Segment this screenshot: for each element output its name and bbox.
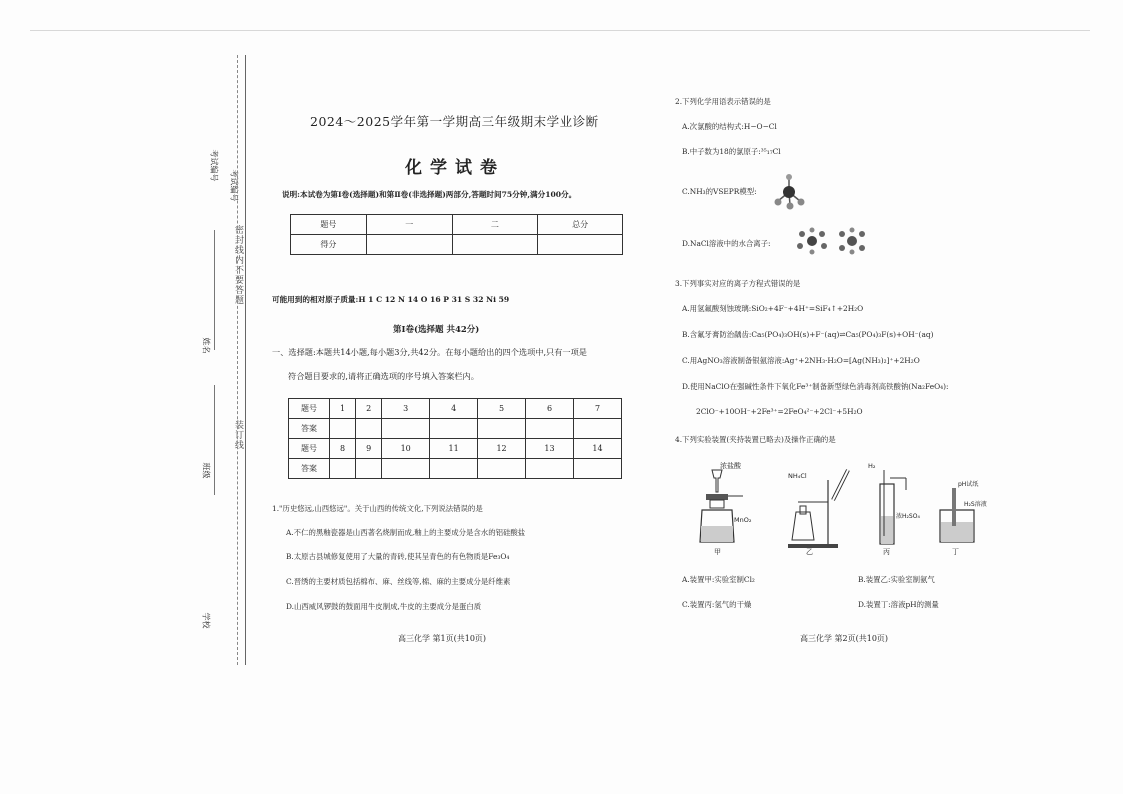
answer-table-num: 8 (330, 439, 356, 459)
answer-table-num: 7 (573, 399, 621, 419)
answer-table-num: 4 (430, 399, 478, 419)
q2-option-a: A.次氯酸的结构式:H−O−Cl (682, 122, 777, 131)
apparatus-yi (788, 470, 848, 556)
score-table-cell: 题号 (291, 215, 367, 235)
answer-table-num: 3 (382, 399, 430, 419)
section1-title: 第Ⅰ卷(选择题 共42分) (393, 325, 480, 335)
q3-stem: 3.下列事实对应的离子方程式错误的是 (675, 279, 801, 288)
answer-cell[interactable] (382, 459, 430, 479)
q1-option-b: B.太原古县城修复使用了大量的青砖,使其呈青色的有色物质是Fe₃O₄ (286, 552, 510, 561)
section1-instructions-line1: 一、选择题:本题共14小题,每小题3分,共42分。在每小题给出的四个选项中,只有一项是 (272, 347, 587, 357)
answer-table-row (289, 419, 622, 439)
reagent-label: 浓H₂SO₄ (896, 513, 920, 520)
margin-fill-line-2 (214, 385, 215, 495)
answer-table-num: 14 (573, 439, 621, 459)
answer-cell[interactable] (430, 459, 478, 479)
q1-option-a: A.不仁的黑釉瓷器是山西著名烧制而成,釉上的主要成分是含水的铝硅酸盐 (286, 528, 526, 537)
exam-instructions-note: 说明:本试卷为第Ⅰ卷(选择题)和第Ⅱ卷(非选择题)两部分,答题时间75分钟,满分100分。 (282, 190, 577, 199)
score-table-cell: 得分 (291, 235, 367, 255)
q2-stem: 2.下列化学用语表示错误的是 (675, 97, 771, 106)
q3-option-b: B.含氟牙膏防治龋齿:Ca₅(PO₄)₃OH(s)+F⁻(aq)⇌Ca₅(PO₄)₃F(s)+OH⁻(aq) (682, 330, 934, 339)
section1-instructions-line2: 符合题目要求的,请将正确选项的序号填入答案栏内。 (288, 371, 479, 381)
apparatus-label-ding: 丁 (952, 548, 959, 556)
apparatus-label-yi: 乙 (806, 548, 813, 556)
margin-dashed-text-2: 装订线 (233, 420, 243, 450)
answer-table (288, 398, 622, 479)
q2-option-c: C.NH₃的VSEPR模型: (682, 187, 757, 196)
q2-option-d: D.NaCl溶液中的水合离子: (682, 239, 771, 248)
reagent-label: NH₄Cl (788, 472, 807, 480)
page1-footer: 高三化学 第1页(共10页) (398, 634, 487, 643)
q4-option-a: A.装置甲:实验室制Cl₂ (682, 575, 755, 584)
score-input-cell[interactable] (538, 235, 623, 255)
apparatus-bing (868, 462, 920, 556)
binding-dashed-line (237, 55, 238, 665)
answer-cell[interactable] (526, 419, 574, 439)
apparatus-label-bing: 丙 (883, 548, 890, 556)
q3-option-d-line1: D.使用NaClO在强碱性条件下氧化Fe³⁺制备新型绿色消毒剂高铁酸钠(Na₂FeO₄): (682, 382, 949, 391)
q4-stem: 4.下列实验装置(夹持装置已略去)及操作正确的是 (675, 435, 836, 444)
answer-table-label: 题号 (289, 439, 330, 459)
q4-option-b: B.装置乙:实验室制氨气 (858, 575, 935, 584)
answer-cell[interactable] (356, 419, 382, 439)
reagent-label: 浓盐酸 (720, 462, 741, 470)
answer-table-num: 6 (526, 399, 574, 419)
q4-option-c: C.装置丙:氢气的干燥 (682, 600, 752, 609)
score-table-header-row (291, 215, 623, 235)
answer-cell[interactable] (526, 459, 574, 479)
score-table-score-row (291, 235, 623, 255)
margin-label-exam-number-left: 考试编号 (209, 149, 219, 182)
score-input-cell[interactable] (452, 235, 538, 255)
q1-option-d: D.山西威风锣鼓的鼓面用牛皮制成,牛皮的主要成分是蛋白质 (286, 602, 482, 611)
margin-label-school: 学校 (201, 612, 211, 629)
answer-cell[interactable] (573, 459, 621, 479)
reagent-label: pH试纸 (958, 481, 979, 488)
margin-label-exam-number: 考试编号 (229, 169, 239, 202)
q4-apparatus-figure (688, 456, 1008, 560)
answer-table-num: 9 (356, 439, 382, 459)
score-table-cell: 一 (366, 215, 452, 235)
page2-footer: 高三化学 第2页(共10页) (800, 634, 889, 643)
apparatus-ding (940, 480, 987, 556)
answer-table-num: 11 (430, 439, 478, 459)
q3-option-d-line2: 2ClO⁻+10OH⁻+2Fe³⁺=2FeO₄²⁻+2Cl⁻+5H₂O (696, 407, 863, 416)
exam-title: 2024～2025学年第一学期高三年级期末学业诊断 (310, 114, 599, 129)
q1-stem: 1."历史悠远,山西悠远"。关于山西的传统文化,下列说法错误的是 (272, 504, 483, 513)
answer-table-num: 10 (382, 439, 430, 459)
answer-table-num: 2 (356, 399, 382, 419)
answer-table-label: 答案 (289, 459, 330, 479)
score-table-cell: 总分 (538, 215, 623, 235)
answer-table-label: 题号 (289, 399, 330, 419)
answer-cell[interactable] (478, 459, 526, 479)
margin-dashed-text-1: 密封线内不要答题 (233, 225, 243, 305)
answer-cell[interactable] (382, 419, 430, 439)
margin-label-name: 姓名 (201, 337, 211, 354)
answer-table-num: 1 (330, 399, 356, 419)
score-table (290, 214, 623, 255)
answer-cell[interactable] (330, 459, 356, 479)
answer-cell[interactable] (573, 419, 621, 439)
answer-cell[interactable] (478, 419, 526, 439)
top-border-line (30, 30, 1090, 31)
margin-label-class: 班级 (201, 462, 211, 479)
hydrated-ions-image (790, 226, 880, 256)
atomic-masses: 可能用到的相对原子质量:H 1 C 12 N 14 O 16 P 31 S 32 Ni 59 (272, 295, 510, 304)
apparatus-label-jia: 甲 (714, 548, 721, 556)
reagent-label: H₂S溶液 (964, 501, 987, 508)
apparatus-jia (700, 461, 752, 556)
exam-subject-title: 化学试卷 (405, 158, 505, 178)
answer-table-label: 答案 (289, 419, 330, 439)
vsepr-model-image (770, 172, 810, 212)
margin-fill-line-1 (214, 230, 215, 350)
answer-table-row (289, 459, 622, 479)
answer-table-num: 12 (478, 439, 526, 459)
q4-option-d: D.装置丁:溶液pH的测量 (858, 600, 939, 609)
q1-option-c: C.晋绣的主要材质包括棉布、麻、丝线等,棉、麻的主要成分是纤维素 (286, 577, 511, 586)
answer-table-row (289, 439, 622, 459)
binding-solid-line (245, 55, 246, 665)
answer-cell[interactable] (356, 459, 382, 479)
answer-cell[interactable] (330, 419, 356, 439)
answer-table-num: 5 (478, 399, 526, 419)
answer-table-row (289, 399, 622, 419)
reagent-label: H₂ (868, 462, 876, 470)
score-table-cell: 二 (452, 215, 538, 235)
q3-option-c: C.用AgNO₃溶液制备银氨溶液:Ag⁺+2NH₃·H₂O=[Ag(NH₃)₂]⁺+2H₂O (682, 356, 920, 365)
answer-table-num: 13 (526, 439, 574, 459)
q2-option-b: B.中子数为18的氯原子:³⁵₁₇Cl (682, 147, 781, 156)
q3-option-a: A.用氢氟酸刻蚀玻璃:SiO₂+4F⁻+4H⁺=SiF₄↑+2H₂O (682, 304, 864, 313)
answer-cell[interactable] (430, 419, 478, 439)
reagent-label: MnO₂ (734, 516, 752, 524)
score-input-cell[interactable] (366, 235, 452, 255)
